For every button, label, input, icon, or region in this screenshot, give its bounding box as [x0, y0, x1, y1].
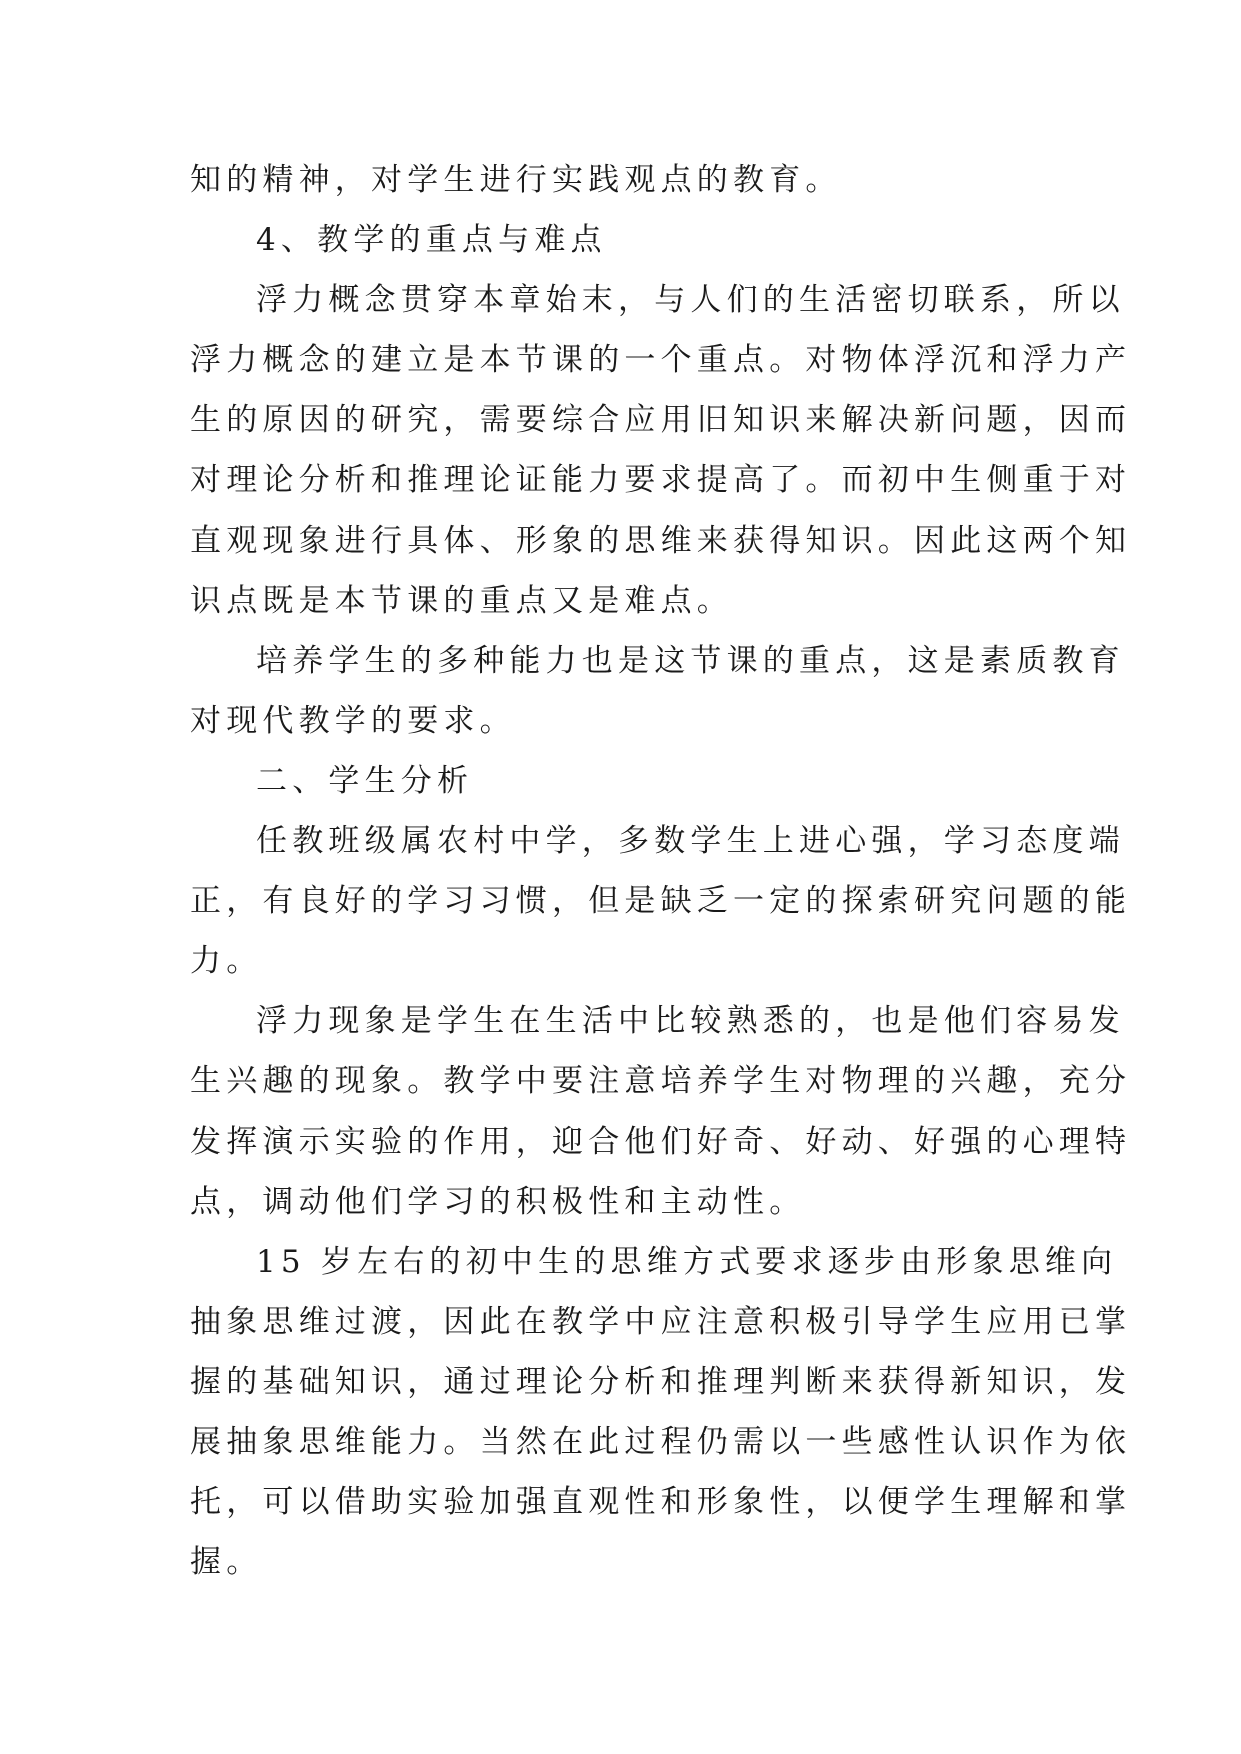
text-line: 发挥演示实验的作用，迎合他们好奇、好动、好强的心理特: [190, 1123, 1132, 1160]
text-line: 浮力概念的建立是本节课的一个重点。对物体浮沉和浮力产: [190, 342, 1132, 379]
text-line: 正，有良好的学习习惯，但是缺乏一定的探索研究问题的能: [190, 883, 1132, 920]
text-line: 生兴趣的现象。教学中要注意培养学生对物理的兴趣，充分: [190, 1063, 1132, 1100]
text-line: 对理论分析和推理论证能力要求提高了。而初中生侧重于对: [190, 462, 1132, 499]
text-line: 抽象思维过渡，因此在教学中应注意积极引导学生应用已掌: [190, 1303, 1132, 1340]
text-line: 展抽象思维能力。当然在此过程仍需以一些感性认识作为依: [190, 1423, 1132, 1460]
text-line: 15 岁左右的初中生的思维方式要求逐步由形象思维向: [256, 1243, 1118, 1280]
text-line: 直观现象进行具体、形象的思维来获得知识。因此这两个知: [190, 522, 1132, 559]
text-line: 识点既是本节课的重点又是难点。: [190, 582, 733, 619]
text-line: 生的原因的研究，需要综合应用旧知识来解决新问题，因而: [190, 402, 1132, 439]
section-heading-student-analysis: 二、学生分析: [256, 762, 474, 799]
text-line: 握的基础知识，通过理论分析和推理判断来获得新知识，发: [190, 1363, 1132, 1400]
text-line: 点，调动他们学习的积极性和主动性。: [190, 1183, 806, 1220]
text-line: 握。: [190, 1544, 263, 1581]
section-heading-teaching-focus: 4、教学的重点与难点: [256, 222, 607, 259]
text-line: 培养学生的多种能力也是这节课的重点，这是素质教育: [256, 642, 1125, 679]
text-line: 对现代教学的要求。: [190, 702, 516, 739]
document-body: [190, 150, 1132, 1592]
text-line: 任教班级属农村中学，多数学生上进心强，学习态度端: [256, 823, 1125, 860]
text-line: 浮力概念贯穿本章始末，与人们的生活密切联系，所以: [256, 282, 1125, 319]
text-line: 浮力现象是学生在生活中比较熟悉的，也是他们容易发: [256, 1003, 1125, 1040]
text-line: 托，可以借助实验加强直观性和形象性，以便学生理解和掌: [190, 1484, 1132, 1521]
text-line: 力。: [190, 943, 263, 980]
text-line: 知的精神，对学生进行实践观点的教育。: [190, 162, 842, 198]
